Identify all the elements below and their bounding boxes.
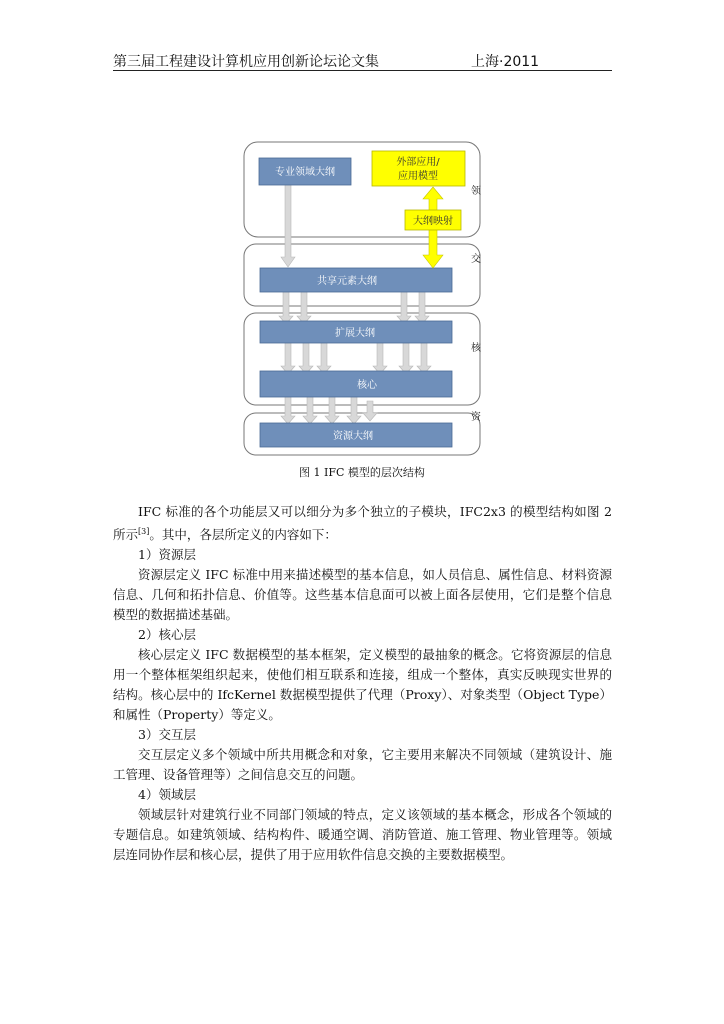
citation-ref: [3]	[138, 527, 150, 536]
body-text	[113, 502, 612, 865]
external-application-label-1: 外部应用/	[396, 157, 440, 168]
shared-schema-label: 共享元素大纲	[317, 276, 377, 287]
paragraph-interop-layer: 交互层定义多个领域中所共用概念和对象，它主要用来解决不同领域（建筑设计、施工管理、设备管理等）之间信息交互的问题。	[113, 747, 612, 783]
core-box	[260, 371, 452, 397]
paragraph-resource-layer: 资源层定义 IFC 标准中用来描述模型的基本信息，如人员信息、属性信息、材料资源信息、几何和拓扑信息、价值等。这些基本信息面可以被上面各层使用，它们是整个信息模型的数据描述基础。	[113, 567, 612, 623]
side-label-domain: 领	[471, 186, 481, 197]
side-label-resource: 资	[471, 412, 481, 423]
extension-schema-label: 扩展大纲	[335, 328, 375, 339]
running-header	[113, 50, 612, 71]
heading-resource-layer: 1）资源层	[138, 547, 196, 563]
figure-caption: 图 1 IFC 模型的层次结构	[299, 466, 425, 479]
core-label: 核心	[357, 380, 377, 391]
side-label-interop: 交	[471, 254, 481, 265]
resource-schema-label: 资源大纲	[333, 431, 373, 442]
paragraph-core-layer: 核心层定义 IFC 数据模型的基本框架，定义模型的最抽象的概念。它将资源层的信息用一个整体框架组织起来，使他们相互联系和连接，组成一个整体，真实反映现实世界的结构。核心层中的 IfcKernel 数据模型提供了代理（Proxy）、对象类型（Object Type）和属性（Property）等定义。	[113, 647, 612, 723]
heading-interop-layer: 3）交互层	[138, 727, 196, 743]
domain-schema-label: 专业领域大纲	[275, 167, 335, 178]
intro-paragraph: IFC 标准的各个功能层又可以细分为多个独立的子模块，IFC2x3 的模型结构如图 2 所示[3]。其中，各层所定义的内容如下：	[113, 504, 612, 543]
heading-domain-layer: 4）领域层	[138, 787, 196, 803]
ifc-layer-diagram	[243, 141, 483, 457]
heading-core-layer: 2）核心层	[138, 627, 196, 643]
schema-mapping-label: 大纲映射	[413, 216, 453, 227]
header-title: 第三届工程建设计算机应用创新论坛论文集	[113, 54, 379, 70]
header-location-year: 上海·2011	[471, 54, 540, 70]
side-label-core: 核	[471, 343, 481, 354]
paragraph-domain-layer: 领域层针对建筑行业不同部门领域的特点，定义该领域的基本概念，形成各个领域的专题信息。如建筑领域、结构构件、暖通空调、消防管道、施工管理、物业管理等。领域层连同协作层和核心层，提供了用于应用软件信息交换的主要数据模型。	[113, 807, 612, 863]
external-application-label-2: 应用模型	[398, 171, 438, 182]
